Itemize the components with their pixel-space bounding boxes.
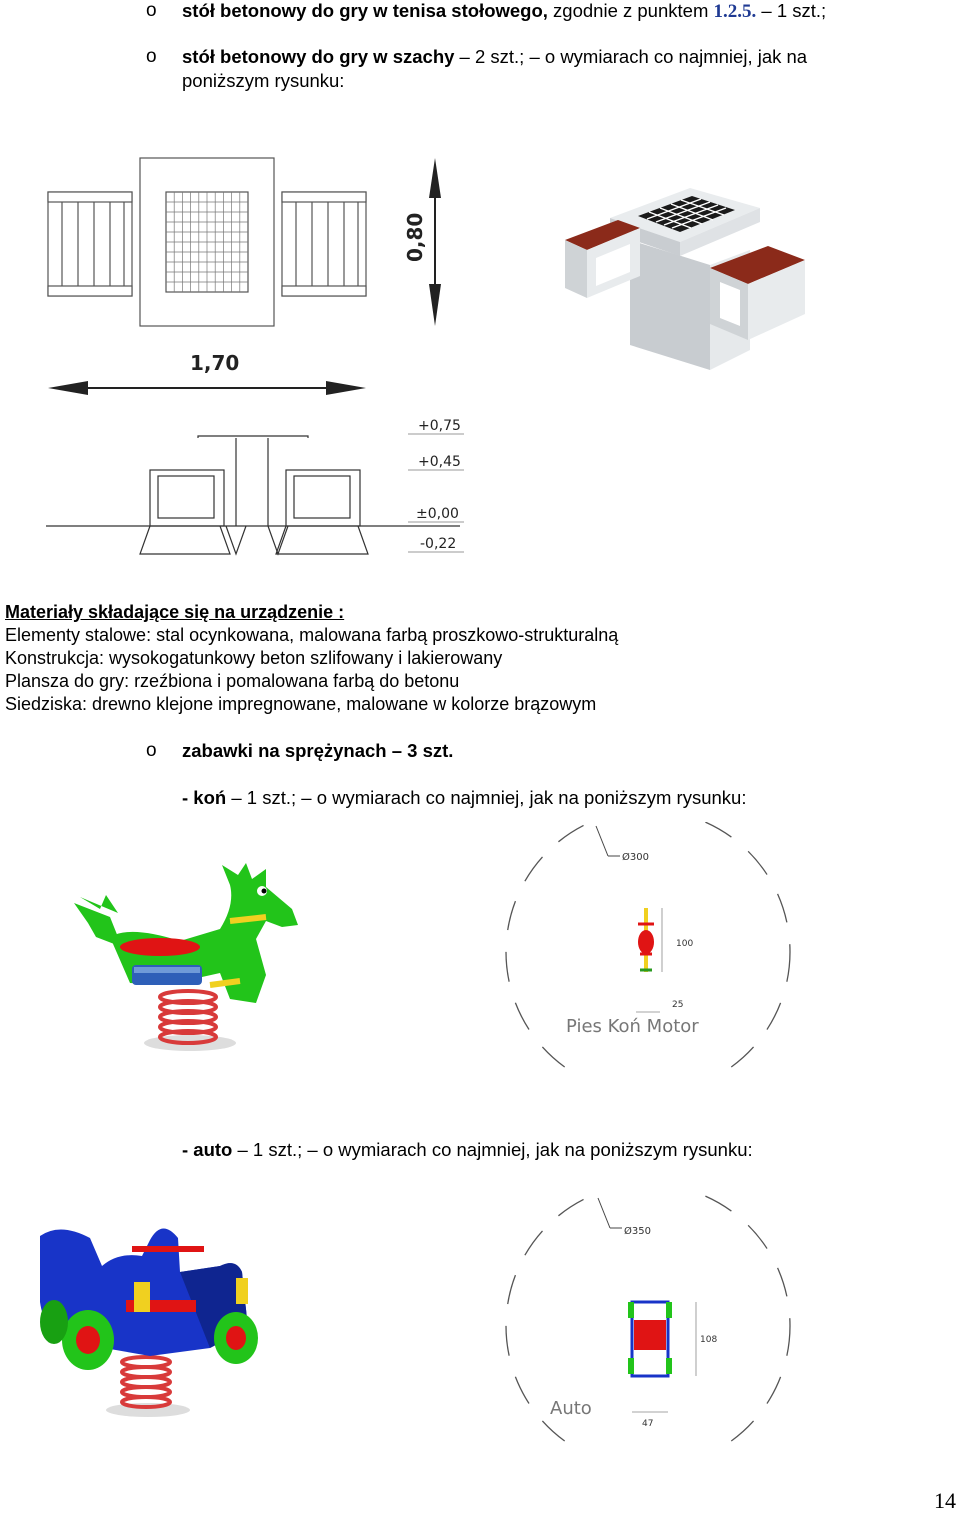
spring-car-render <box>30 1212 260 1422</box>
materials-line: Siedziska: drewno klejone impregnowane, malowane w kolorze brązowym <box>5 694 597 714</box>
materials-title: Materiały składające się na urządzenie : <box>5 602 345 622</box>
table-tennis-text: zgodnie z punktem <box>547 0 714 21</box>
horse-prefix: - koń <box>182 787 227 808</box>
table-tennis-item <box>182 0 826 23</box>
chess-table-plan-drawing <box>40 150 460 410</box>
spring-toys-title: zabawki na sprężynach – 3 szt. <box>182 740 454 761</box>
chess-item <box>182 46 807 68</box>
list-bullet: o <box>146 740 157 761</box>
wheel <box>40 1300 68 1344</box>
wheel <box>214 1312 258 1364</box>
horse-plan-length: 100 <box>676 939 694 949</box>
chess-text: – 2 szt.; – o wymiarach co najmniej, jak na <box>454 46 808 67</box>
width-dimension-label: 1,70 <box>190 351 240 375</box>
spring <box>122 1357 170 1407</box>
horse-plan-drawing <box>500 822 800 1072</box>
height-dimension-label: 0,80 <box>403 212 427 262</box>
car-plan-width: 47 <box>642 1419 654 1429</box>
list-bullet: o <box>146 46 157 67</box>
chess-text-continued: poniższym rysunku: <box>182 70 345 91</box>
horse-text: – 1 szt.; – o wymiarach co najmniej, jak na poniższym rysunku: <box>226 787 747 808</box>
car-text: – 1 szt.; – o wymiarach co najmniej, jak na poniższym rysunku: <box>232 1139 753 1160</box>
car-prefix: - auto <box>182 1139 233 1160</box>
car-plan-label: Auto <box>550 1398 592 1419</box>
elevation-levels <box>416 418 461 552</box>
car-plan-drawing <box>500 1192 800 1442</box>
height-dimension-arrow <box>429 158 441 326</box>
car-plan-length: 108 <box>700 1335 718 1345</box>
chess-table-section-drawing <box>40 410 480 560</box>
chess-table-render <box>560 180 900 395</box>
car-plan-diameter: Ø350 <box>624 1226 651 1237</box>
horse-plan-diameter: Ø300 <box>622 852 649 863</box>
left-bench-plan <box>48 192 132 296</box>
horse-plan-label: Pies Koń Motor <box>566 1016 699 1037</box>
elevation-level: +0,75 <box>418 418 461 434</box>
width-dimension-arrow <box>48 381 366 395</box>
spring-horse-render <box>70 855 310 1060</box>
elevation-level: -0,22 <box>420 536 457 552</box>
chess-title: stół betonowy do gry w szachy <box>182 46 455 67</box>
list-bullet: o <box>146 0 157 21</box>
materials-line: Elementy stalowe: stal ocynkowana, malowana farbą proszkowo-strukturalną <box>5 625 619 645</box>
horse-item <box>182 787 746 809</box>
section-reference: 1.2.5. <box>713 1 757 22</box>
elevation-level: ±0,00 <box>416 506 459 522</box>
car-item <box>182 1139 753 1161</box>
wheel <box>62 1310 114 1370</box>
horse-plan-width: 25 <box>672 1000 684 1010</box>
materials-line: Konstrukcja: wysokogatunkowy beton szlifowany i lakierowany <box>5 648 503 668</box>
elevation-level: +0,45 <box>418 454 461 470</box>
right-bench-plan <box>282 192 366 296</box>
table-tennis-title: stół betonowy do gry w tenisa stołowego, <box>182 0 548 21</box>
materials-line: Plansza do gry: rzeźbiona i pomalowana farbą do betonu <box>5 671 460 691</box>
page-number: 14 <box>934 1488 956 1513</box>
table-tennis-qty: – 1 szt.; <box>756 0 827 21</box>
